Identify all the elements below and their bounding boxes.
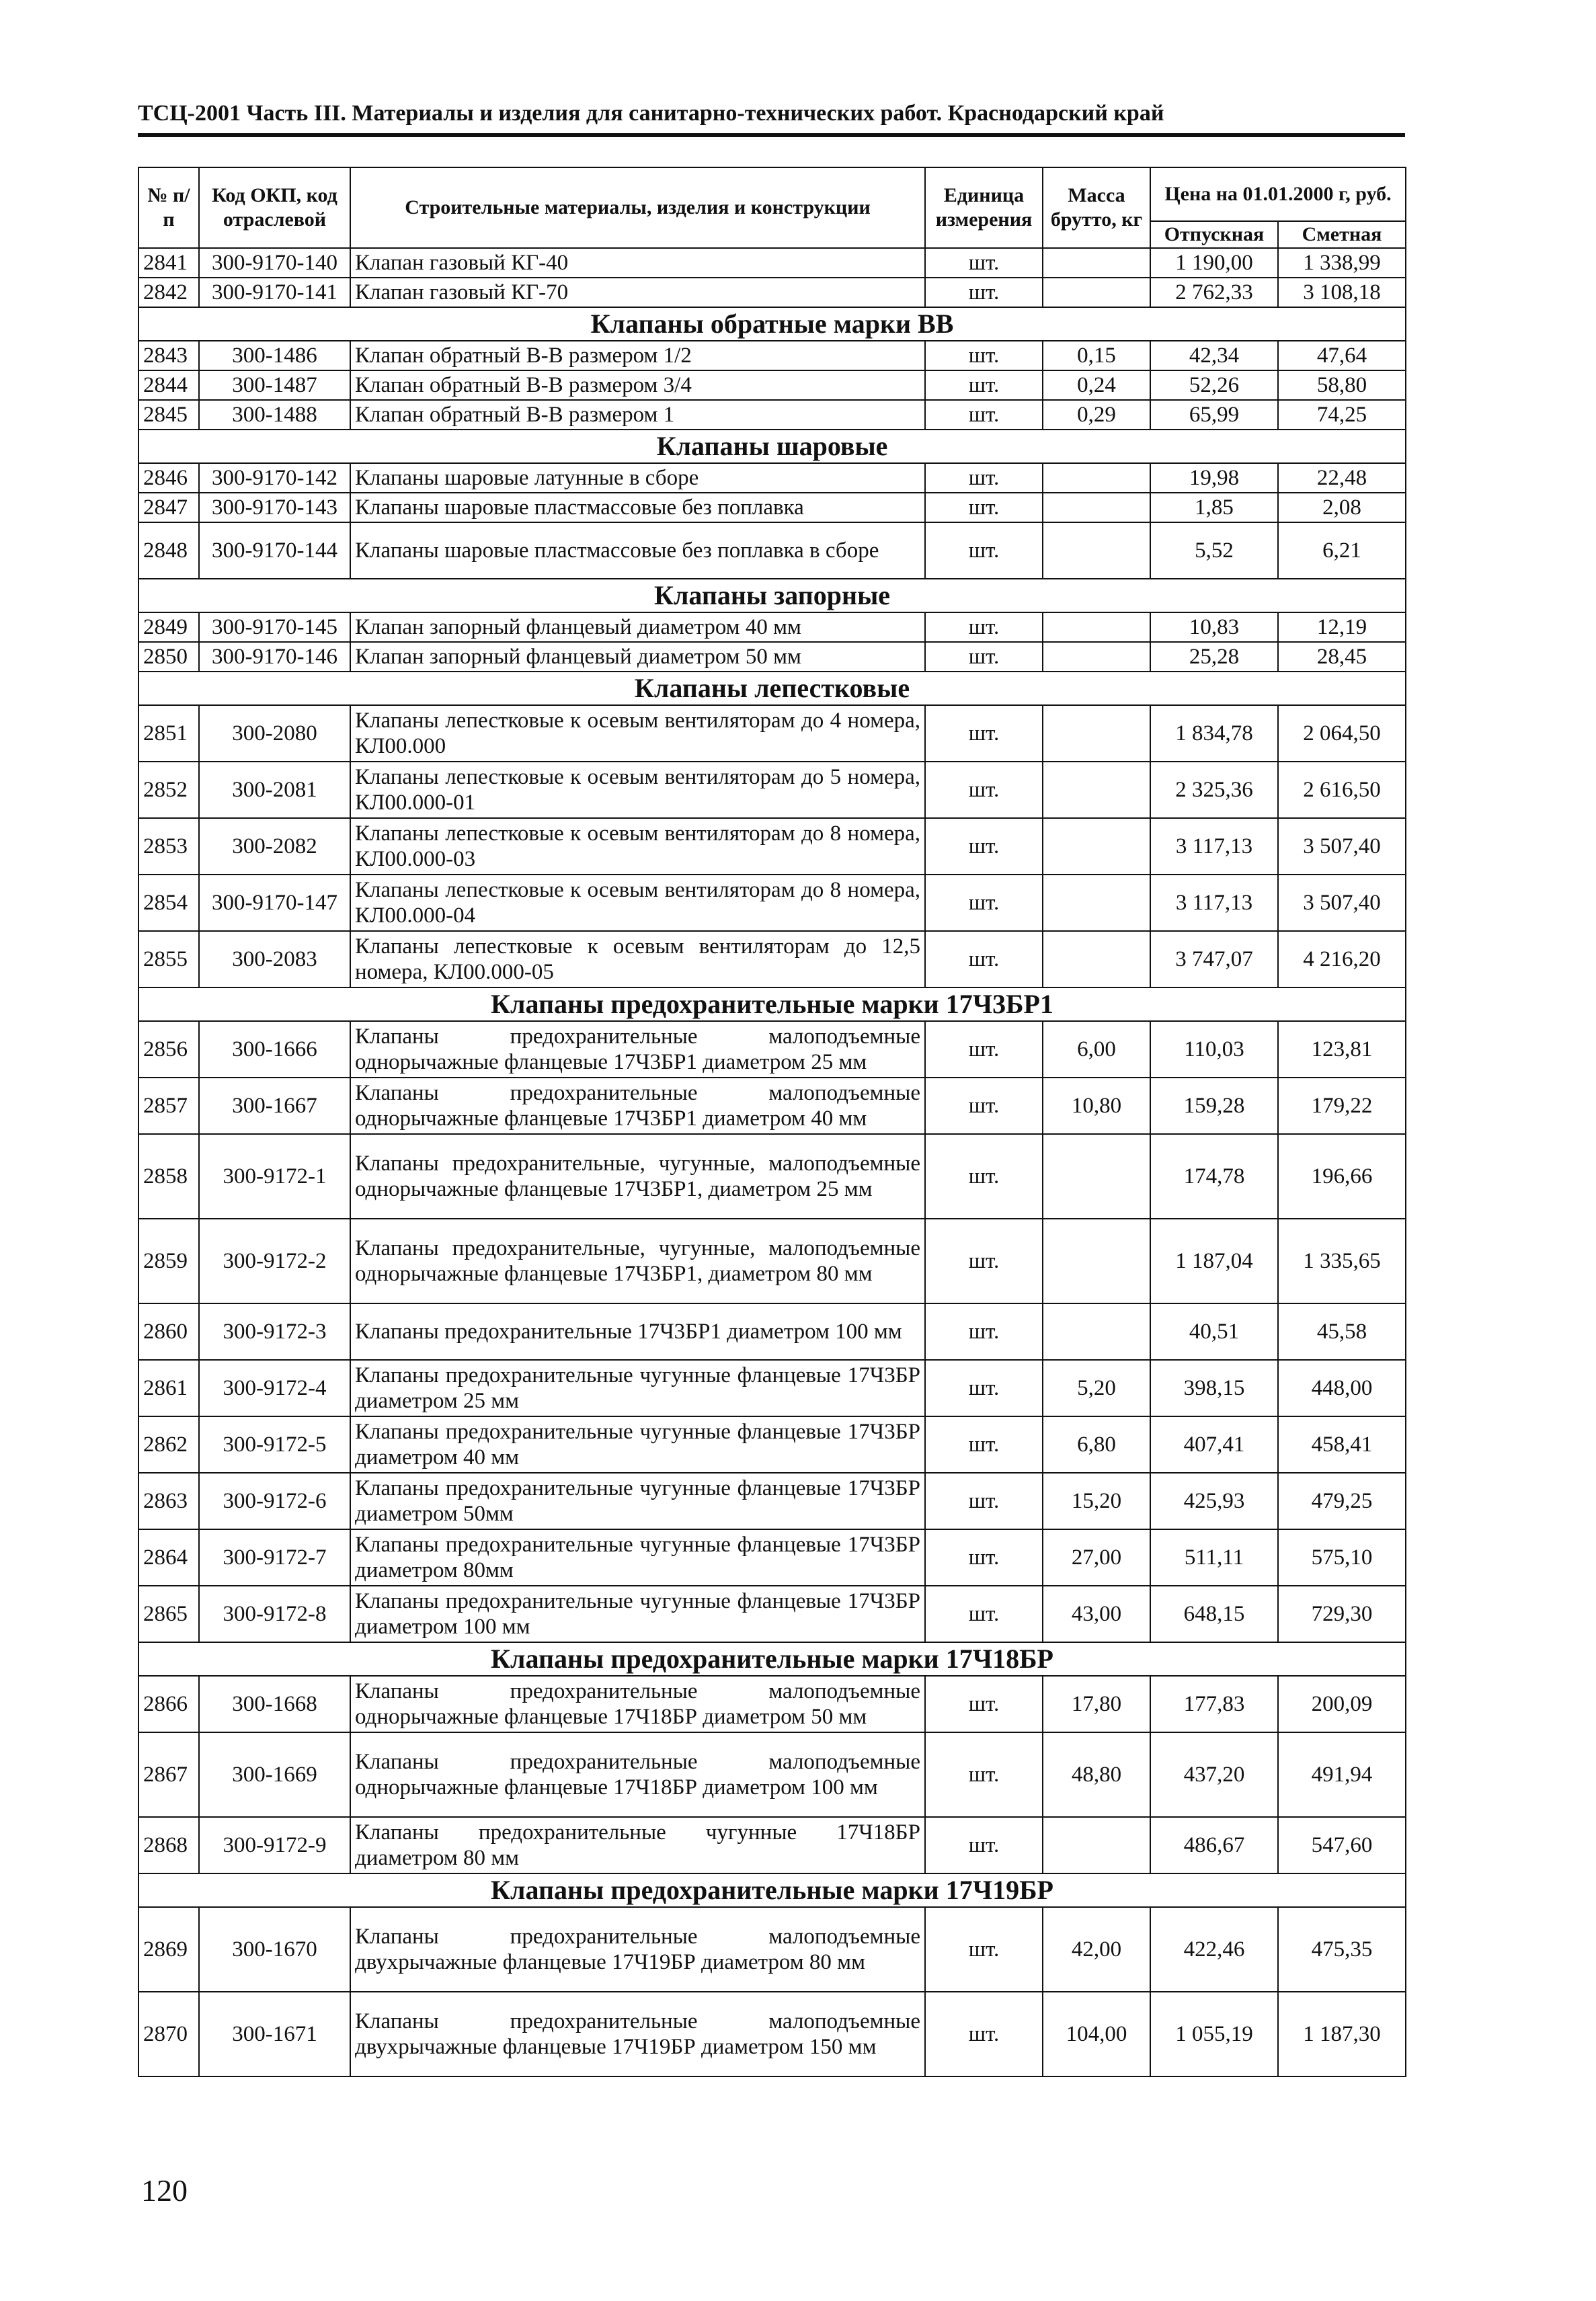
table-row: [138, 1992, 1406, 2076]
row-number: 2865: [138, 1586, 199, 1642]
row-price-release: 110,03: [1150, 1021, 1278, 1078]
row-name: Клапаны предохранительные чугунные фланцевые 17Ч3БР диаметром 25 мм: [350, 1360, 925, 1416]
row-mass: [1043, 278, 1150, 307]
row-mass: 104,00: [1043, 1992, 1150, 2076]
row-name: Клапаны предохранительные малоподъемные однорычажные фланцевые 17Ч18БР диаметром 100 мм: [350, 1732, 925, 1817]
row-name: Клапан обратный В-В размером 1: [350, 400, 925, 430]
table-row: [138, 522, 1406, 579]
row-number: 2854: [138, 875, 199, 931]
row-mass: [1043, 1817, 1150, 1873]
row-price-release: 511,11: [1150, 1529, 1278, 1586]
row-price-estimate: 196,66: [1278, 1134, 1406, 1219]
row-name: Клапаны предохранительные чугунные фланцевые 17Ч3БР диаметром 80мм: [350, 1529, 925, 1586]
row-price-estimate: 458,41: [1278, 1416, 1406, 1473]
row-code: 300-9170-147: [199, 875, 350, 931]
row-price-estimate: 2 616,50: [1278, 762, 1406, 818]
row-name: Клапаны предохранительные малоподъемные однорычажные фланцевые 17Ч3БР1 диаметром 25 мм: [350, 1021, 925, 1078]
row-unit: шт.: [925, 278, 1043, 307]
row-mass: [1043, 762, 1150, 818]
row-number: 2868: [138, 1817, 199, 1873]
row-name: Клапаны предохранительные, чугунные, малоподъемные однорычажные фланцевые 17Ч3БР1, диаметром 80 мм: [350, 1219, 925, 1303]
row-unit: шт.: [925, 1134, 1043, 1219]
section-title: Клапаны обратные марки ВВ: [138, 307, 1406, 341]
table-row: [138, 1078, 1406, 1134]
row-mass: [1043, 1303, 1150, 1360]
row-code: 300-1668: [199, 1676, 350, 1732]
row-number: 2843: [138, 341, 199, 370]
row-code: 300-1669: [199, 1732, 350, 1817]
row-price-release: 1 190,00: [1150, 248, 1278, 278]
row-code: 300-9170-142: [199, 463, 350, 493]
row-code: 300-9170-146: [199, 642, 350, 672]
row-unit: шт.: [925, 1992, 1043, 2076]
row-price-estimate: 2 064,50: [1278, 705, 1406, 762]
row-name: Клапан запорный фланцевый диаметром 40 мм: [350, 612, 925, 642]
row-number: 2841: [138, 248, 199, 278]
row-price-estimate: 3 507,40: [1278, 818, 1406, 875]
table-body: [138, 248, 1406, 2076]
table-row: [138, 278, 1406, 307]
table-row: [138, 1473, 1406, 1529]
page-number: 120: [141, 2173, 188, 2208]
row-unit: шт.: [925, 818, 1043, 875]
price-table: [138, 167, 1406, 2077]
row-price-estimate: 3 507,40: [1278, 875, 1406, 931]
table-row: [138, 1416, 1406, 1473]
row-code: 300-2083: [199, 931, 350, 987]
row-unit: шт.: [925, 1529, 1043, 1586]
row-name: Клапаны шаровые пластмассовые без поплавка: [350, 493, 925, 522]
row-unit: шт.: [925, 931, 1043, 987]
table-row: [138, 1529, 1406, 1586]
section-row: [138, 672, 1406, 705]
row-price-estimate: 22,48: [1278, 463, 1406, 493]
row-code: 300-9172-4: [199, 1360, 350, 1416]
row-code: 300-9170-140: [199, 248, 350, 278]
row-price-estimate: 58,80: [1278, 370, 1406, 400]
row-name: Клапаны предохранительные чугунные 17Ч18БР диаметром 80 мм: [350, 1817, 925, 1873]
row-mass: 42,00: [1043, 1907, 1150, 1992]
table-row: [138, 341, 1406, 370]
row-unit: шт.: [925, 463, 1043, 493]
row-price-estimate: 491,94: [1278, 1732, 1406, 1817]
row-price-release: 5,52: [1150, 522, 1278, 579]
row-number: 2852: [138, 762, 199, 818]
row-number: 2846: [138, 463, 199, 493]
row-price-release: 42,34: [1150, 341, 1278, 370]
row-price-release: 1 055,19: [1150, 1992, 1278, 2076]
row-unit: шт.: [925, 612, 1043, 642]
row-mass: [1043, 522, 1150, 579]
row-price-release: 25,28: [1150, 642, 1278, 672]
table-row: [138, 1134, 1406, 1219]
row-mass: [1043, 818, 1150, 875]
row-price-release: 1,85: [1150, 493, 1278, 522]
row-unit: шт.: [925, 1817, 1043, 1873]
row-code: 300-1671: [199, 1992, 350, 2076]
row-name: Клапаны предохранительные чугунные фланцевые 17Ч3БР диаметром 100 мм: [350, 1586, 925, 1642]
row-mass: 27,00: [1043, 1529, 1150, 1586]
row-name: Клапаны предохранительные чугунные фланцевые 17Ч3БР диаметром 50мм: [350, 1473, 925, 1529]
row-mass: 0,15: [1043, 341, 1150, 370]
table-row: [138, 248, 1406, 278]
row-unit: шт.: [925, 1219, 1043, 1303]
table-row: [138, 1303, 1406, 1360]
table-row: [138, 705, 1406, 762]
row-price-estimate: 123,81: [1278, 1021, 1406, 1078]
row-unit: шт.: [925, 762, 1043, 818]
row-name: Клапан обратный В-В размером 1/2: [350, 341, 925, 370]
row-number: 2866: [138, 1676, 199, 1732]
row-number: 2851: [138, 705, 199, 762]
row-code: 300-2080: [199, 705, 350, 762]
row-price-release: 398,15: [1150, 1360, 1278, 1416]
row-price-release: 159,28: [1150, 1078, 1278, 1134]
row-number: 2859: [138, 1219, 199, 1303]
row-price-release: 40,51: [1150, 1303, 1278, 1360]
row-mass: 0,24: [1043, 370, 1150, 400]
row-price-estimate: 1 338,99: [1278, 248, 1406, 278]
section-row: [138, 1873, 1406, 1907]
header-price: Цена на 01.01.2000 г, руб.: [1150, 167, 1406, 221]
row-mass: [1043, 493, 1150, 522]
row-mass: 10,80: [1043, 1078, 1150, 1134]
row-code: 300-2081: [199, 762, 350, 818]
header-num: № п/п: [138, 167, 199, 248]
row-code: 300-1486: [199, 341, 350, 370]
row-name: Клапаны лепестковые к осевым вентиляторам до 5 номера, КЛ00.000-01: [350, 762, 925, 818]
section-row: [138, 430, 1406, 463]
row-name: Клапаны предохранительные малоподъемные двухрычажные фланцевые 17Ч19БР диаметром 80 мм: [350, 1907, 925, 1992]
row-price-estimate: 1 187,30: [1278, 1992, 1406, 2076]
table-row: [138, 1021, 1406, 1078]
row-price-release: 1 187,04: [1150, 1219, 1278, 1303]
row-code: 300-9172-8: [199, 1586, 350, 1642]
row-price-estimate: 6,21: [1278, 522, 1406, 579]
row-code: 300-9170-143: [199, 493, 350, 522]
row-number: 2844: [138, 370, 199, 400]
row-number: 2869: [138, 1907, 199, 1992]
row-number: 2855: [138, 931, 199, 987]
row-price-estimate: 448,00: [1278, 1360, 1406, 1416]
row-price-release: 648,15: [1150, 1586, 1278, 1642]
row-code: 300-9172-7: [199, 1529, 350, 1586]
row-price-release: 177,83: [1150, 1676, 1278, 1732]
section-row: [138, 987, 1406, 1021]
row-unit: шт.: [925, 1416, 1043, 1473]
row-number: 2845: [138, 400, 199, 430]
row-code: 300-9172-1: [199, 1134, 350, 1219]
row-name: Клапаны лепестковые к осевым вентиляторам до 8 номера, КЛ00.000-04: [350, 875, 925, 931]
row-code: 300-9172-5: [199, 1416, 350, 1473]
table-row: [138, 1219, 1406, 1303]
row-mass: [1043, 612, 1150, 642]
row-name: Клапаны шаровые латунные в сборе: [350, 463, 925, 493]
table-row: [138, 1360, 1406, 1416]
row-code: 300-1670: [199, 1907, 350, 1992]
table-row: [138, 463, 1406, 493]
table-row: [138, 1732, 1406, 1817]
row-price-release: 425,93: [1150, 1473, 1278, 1529]
row-unit: шт.: [925, 642, 1043, 672]
row-number: 2849: [138, 612, 199, 642]
row-name: Клапаны предохранительные малоподъемные однорычажные фланцевые 17Ч3БР1 диаметром 40 мм: [350, 1078, 925, 1134]
row-unit: шт.: [925, 875, 1043, 931]
header-price-estimate: Сметная: [1278, 221, 1406, 248]
row-unit: шт.: [925, 1586, 1043, 1642]
row-name: Клапан запорный фланцевый диаметром 50 мм: [350, 642, 925, 672]
row-mass: [1043, 705, 1150, 762]
row-price-release: 3 747,07: [1150, 931, 1278, 987]
row-mass: 0,29: [1043, 400, 1150, 430]
table-row: [138, 818, 1406, 875]
row-price-estimate: 475,35: [1278, 1907, 1406, 1992]
row-unit: шт.: [925, 493, 1043, 522]
row-code: 300-9170-144: [199, 522, 350, 579]
row-mass: 17,80: [1043, 1676, 1150, 1732]
row-price-estimate: 179,22: [1278, 1078, 1406, 1134]
section-title: Клапаны предохранительные марки 17Ч18БР: [138, 1642, 1406, 1676]
row-name: Клапаны лепестковые к осевым вентиляторам до 4 номера, КЛ00.000: [350, 705, 925, 762]
section-title: Клапаны предохранительные марки 17Ч3БР1: [138, 987, 1406, 1021]
section-row: [138, 307, 1406, 341]
section-row: [138, 579, 1406, 612]
row-price-estimate: 200,09: [1278, 1676, 1406, 1732]
running-header: ТСЦ-2001 Часть III. Материалы и изделия для санитарно-технических работ. Краснодарский край: [138, 101, 1164, 126]
row-code: 300-1666: [199, 1021, 350, 1078]
header-unit: Единица измерения: [925, 167, 1043, 248]
row-code: 300-1667: [199, 1078, 350, 1134]
row-price-estimate: 28,45: [1278, 642, 1406, 672]
row-name: Клапан газовый КГ-40: [350, 248, 925, 278]
row-number: 2850: [138, 642, 199, 672]
table-row: [138, 1817, 1406, 1873]
row-code: 300-9170-145: [199, 612, 350, 642]
header-rule: [138, 133, 1405, 137]
row-price-release: 1 834,78: [1150, 705, 1278, 762]
table-row: [138, 493, 1406, 522]
table-row: [138, 400, 1406, 430]
row-mass: 15,20: [1043, 1473, 1150, 1529]
row-number: 2870: [138, 1992, 199, 2076]
row-unit: шт.: [925, 1303, 1043, 1360]
row-price-estimate: 12,19: [1278, 612, 1406, 642]
row-price-release: 2 325,36: [1150, 762, 1278, 818]
row-number: 2862: [138, 1416, 199, 1473]
header-name: Строительные материалы, изделия и конструкции: [350, 167, 925, 248]
row-number: 2842: [138, 278, 199, 307]
header-price-release: Отпускная: [1150, 221, 1278, 248]
row-mass: [1043, 463, 1150, 493]
row-code: 300-9172-3: [199, 1303, 350, 1360]
row-name: Клапаны шаровые пластмассовые без поплавка в сборе: [350, 522, 925, 579]
row-code: 300-1488: [199, 400, 350, 430]
row-unit: шт.: [925, 1473, 1043, 1529]
row-price-estimate: 729,30: [1278, 1586, 1406, 1642]
row-price-release: 2 762,33: [1150, 278, 1278, 307]
row-mass: 6,00: [1043, 1021, 1150, 1078]
row-price-estimate: 74,25: [1278, 400, 1406, 430]
row-mass: [1043, 248, 1150, 278]
row-name: Клапан газовый КГ-70: [350, 278, 925, 307]
row-name: Клапаны предохранительные, чугунные, малоподъемные однорычажные фланцевые 17Ч3БР1, диаметром 25 мм: [350, 1134, 925, 1219]
row-price-estimate: 575,10: [1278, 1529, 1406, 1586]
row-price-estimate: 4 216,20: [1278, 931, 1406, 987]
row-price-estimate: 1 335,65: [1278, 1219, 1406, 1303]
row-unit: шт.: [925, 1021, 1043, 1078]
row-mass: [1043, 642, 1150, 672]
table-row: [138, 762, 1406, 818]
row-unit: шт.: [925, 341, 1043, 370]
row-mass: 6,80: [1043, 1416, 1150, 1473]
row-name: Клапаны предохранительные чугунные фланцевые 17Ч3БР диаметром 40 мм: [350, 1416, 925, 1473]
row-unit: шт.: [925, 1732, 1043, 1817]
row-code: 300-9172-9: [199, 1817, 350, 1873]
row-price-estimate: 47,64: [1278, 341, 1406, 370]
row-price-release: 19,98: [1150, 463, 1278, 493]
row-price-release: 10,83: [1150, 612, 1278, 642]
table-row: [138, 931, 1406, 987]
row-mass: [1043, 875, 1150, 931]
row-unit: шт.: [925, 1078, 1043, 1134]
row-number: 2857: [138, 1078, 199, 1134]
row-price-estimate: 547,60: [1278, 1817, 1406, 1873]
row-number: 2860: [138, 1303, 199, 1360]
row-unit: шт.: [925, 705, 1043, 762]
row-price-release: 422,46: [1150, 1907, 1278, 1992]
row-price-release: 407,41: [1150, 1416, 1278, 1473]
row-price-estimate: 3 108,18: [1278, 278, 1406, 307]
row-price-release: 3 117,13: [1150, 818, 1278, 875]
row-name: Клапаны предохранительные малоподъемные однорычажные фланцевые 17Ч18БР диаметром 50 мм: [350, 1676, 925, 1732]
section-title: Клапаны предохранительные марки 17Ч19БР: [138, 1873, 1406, 1907]
row-mass: [1043, 1134, 1150, 1219]
row-mass: 5,20: [1043, 1360, 1150, 1416]
row-price-estimate: 479,25: [1278, 1473, 1406, 1529]
row-name: Клапаны предохранительные 17Ч3БР1 диаметром 100 мм: [350, 1303, 925, 1360]
row-mass: 43,00: [1043, 1586, 1150, 1642]
table-row: [138, 612, 1406, 642]
row-unit: шт.: [925, 370, 1043, 400]
row-price-estimate: 45,58: [1278, 1303, 1406, 1360]
row-code: 300-1487: [199, 370, 350, 400]
row-mass: 48,80: [1043, 1732, 1150, 1817]
row-name: Клапаны лепестковые к осевым вентиляторам до 12,5 номера, КЛ00.000-05: [350, 931, 925, 987]
row-mass: [1043, 931, 1150, 987]
row-number: 2864: [138, 1529, 199, 1586]
row-name: Клапан обратный В-В размером 3/4: [350, 370, 925, 400]
row-price-estimate: 2,08: [1278, 493, 1406, 522]
row-code: 300-9172-2: [199, 1219, 350, 1303]
row-code: 300-9172-6: [199, 1473, 350, 1529]
row-number: 2858: [138, 1134, 199, 1219]
row-price-release: 52,26: [1150, 370, 1278, 400]
row-code: 300-9170-141: [199, 278, 350, 307]
row-number: 2867: [138, 1732, 199, 1817]
row-unit: шт.: [925, 1676, 1043, 1732]
table-row: [138, 1676, 1406, 1732]
row-unit: шт.: [925, 400, 1043, 430]
table-row: [138, 370, 1406, 400]
section-title: Клапаны запорные: [138, 579, 1406, 612]
table-row: [138, 642, 1406, 672]
row-number: 2861: [138, 1360, 199, 1416]
row-price-release: 65,99: [1150, 400, 1278, 430]
row-price-release: 437,20: [1150, 1732, 1278, 1817]
row-number: 2863: [138, 1473, 199, 1529]
section-title: Клапаны лепестковые: [138, 672, 1406, 705]
section-title: Клапаны шаровые: [138, 430, 1406, 463]
row-price-release: 486,67: [1150, 1817, 1278, 1873]
table-row: [138, 1907, 1406, 1992]
row-price-release: 3 117,13: [1150, 875, 1278, 931]
row-unit: шт.: [925, 1360, 1043, 1416]
row-name: Клапаны предохранительные малоподъемные двухрычажные фланцевые 17Ч19БР диаметром 150 мм: [350, 1992, 925, 2076]
row-unit: шт.: [925, 248, 1043, 278]
table-row: [138, 1586, 1406, 1642]
row-name: Клапаны лепестковые к осевым вентиляторам до 8 номера, КЛ00.000-03: [350, 818, 925, 875]
header-mass: Масса брутто, кг: [1043, 167, 1150, 248]
header-code: Код ОКП, код отраслевой: [199, 167, 350, 248]
table-row: [138, 875, 1406, 931]
row-mass: [1043, 1219, 1150, 1303]
section-row: [138, 1642, 1406, 1676]
row-unit: шт.: [925, 1907, 1043, 1992]
row-code: 300-2082: [199, 818, 350, 875]
row-unit: шт.: [925, 522, 1043, 579]
row-price-release: 174,78: [1150, 1134, 1278, 1219]
row-number: 2848: [138, 522, 199, 579]
row-number: 2847: [138, 493, 199, 522]
row-number: 2856: [138, 1021, 199, 1078]
row-number: 2853: [138, 818, 199, 875]
